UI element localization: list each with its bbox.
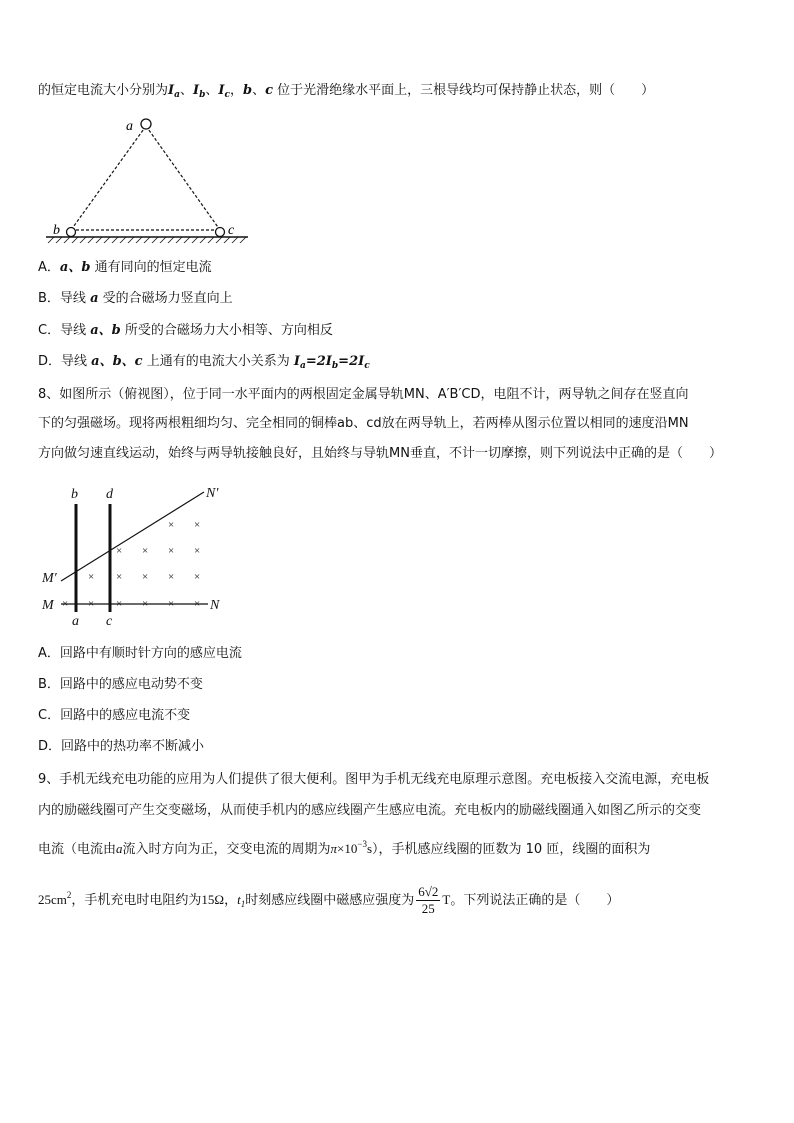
q9-stem-line3 bbox=[38, 835, 650, 859]
option-letter: D． bbox=[38, 354, 62, 369]
q9-fraction bbox=[416, 884, 440, 917]
q7-stem: 的恒定电流大小分别为$I_a$、$I_b$、$I_c$，b、c 位于光滑绝缘水平面上，三根导线均可保持静止状态，则（ ） bbox=[38, 83, 655, 100]
q8-option-c[interactable] bbox=[38, 707, 190, 725]
q7-option-a[interactable] bbox=[38, 259, 212, 277]
q9-line4-mid2: ， bbox=[224, 893, 238, 908]
option-text-pre: 导线 bbox=[61, 354, 88, 369]
q7-stem-mid: ， bbox=[229, 83, 243, 98]
q9-stem-line2: 内的励磁线圈可产生交变磁场，从而使手机内的感应线圈产生感应电流。充电板内的励磁线圈通入如图乙所示的交变 bbox=[38, 803, 702, 818]
q7-stem-pre: 的恒定电流大小分别为 bbox=[38, 83, 169, 98]
q7-option-d[interactable] bbox=[38, 353, 370, 375]
option-var: a、b、c bbox=[91, 354, 143, 369]
q9-line4-mid3: 时刻感应线圈中磁感应强度为 bbox=[245, 893, 415, 908]
option-var: a bbox=[90, 291, 99, 306]
option-formula: $I_a=2I_b=2I_c$ bbox=[293, 354, 370, 371]
option-text-pre: 导线 bbox=[60, 323, 87, 338]
q9-line3-pre: 电流（电流由 bbox=[38, 842, 117, 857]
q8-option-d[interactable] bbox=[38, 738, 204, 756]
option-text: 回路中的感应电动势不变 bbox=[59, 677, 203, 692]
option-text: 通有同向的恒定电流 bbox=[94, 260, 212, 275]
q7-label-c: c bbox=[228, 223, 235, 238]
q9-line4-post: 。下列说法正确的是（ ） bbox=[450, 893, 620, 908]
q9-area: $25cm^2$ bbox=[38, 890, 72, 907]
field-cross: × bbox=[194, 598, 201, 610]
field-cross: × bbox=[116, 545, 123, 557]
field-cross: × bbox=[142, 571, 149, 583]
fraction-numerator: 6√2 bbox=[418, 884, 439, 899]
field-cross: × bbox=[62, 598, 69, 610]
option-text: 上通有的电流大小关系为 bbox=[146, 354, 290, 369]
option-text: 所受的合磁场力大小相等、方向相反 bbox=[124, 323, 333, 338]
q9-period: $\pi\times 10^{-3}s$ bbox=[330, 839, 373, 856]
q9-line4-mid1: ，手机充电时电阻约为 bbox=[71, 893, 202, 908]
option-letter: B． bbox=[38, 291, 60, 306]
field-cross: × bbox=[168, 571, 175, 583]
q7-label-a: a bbox=[126, 119, 133, 134]
q8-label-d: d bbox=[106, 487, 113, 502]
q9-stem-line4 bbox=[38, 878, 619, 921]
field-cross: × bbox=[168, 598, 175, 610]
q8-label-a: a bbox=[72, 614, 79, 629]
q8-stem-line2: 下的匀强磁场。现将两根粗细均匀、完全相同的铜棒ab、cd放在两导轨上，若两棒从图示位置以相同的速度沿MN bbox=[38, 416, 689, 431]
option-text-pre: 导线 bbox=[59, 291, 86, 306]
field-cross: × bbox=[168, 545, 175, 557]
q8-stem-line3: 方向做匀速直线运动，始终与两导轨接触良好，且始终与导轨MN垂直，不计一切摩擦，则下列说法中正确的是（ ） bbox=[38, 446, 722, 461]
option-text: 回路中的热功率不断减小 bbox=[61, 739, 205, 754]
option-text: 回路中有顺时针方向的感应电流 bbox=[59, 646, 242, 661]
field-cross: × bbox=[194, 519, 201, 531]
fraction-denominator: 25 bbox=[421, 901, 435, 916]
option-letter: D． bbox=[38, 739, 62, 754]
option-text: 受的合磁场力竖直向上 bbox=[102, 291, 233, 306]
q9-t1: $t_1$ bbox=[237, 892, 246, 909]
q9-resistance: 15Ω bbox=[201, 892, 225, 907]
option-letter: A． bbox=[38, 260, 60, 275]
option-letter: C． bbox=[38, 323, 61, 338]
q7-option-c[interactable] bbox=[38, 322, 333, 340]
q9-unit: T bbox=[442, 892, 451, 907]
q9-current-entry: a bbox=[116, 841, 123, 856]
q7-stem-post: 位于光滑绝缘水平面上，三根导线均可保持静止状态，则（ ） bbox=[277, 83, 655, 98]
field-cross: × bbox=[116, 571, 123, 583]
q8-label-m-prime: M′ bbox=[42, 571, 57, 586]
field-cross: × bbox=[116, 598, 123, 610]
q9-line3-post: ），手机感应线圈的匝数为 10 匝，线圈的面积为 bbox=[372, 842, 651, 857]
q7-triangle-figure bbox=[38, 112, 258, 248]
q7-option-b[interactable] bbox=[38, 290, 233, 308]
q9-line3-mid: 流入时方向为正，交变电流的周期为 bbox=[122, 842, 331, 857]
option-text: 回路中的感应电流不变 bbox=[60, 708, 191, 723]
field-cross: × bbox=[194, 545, 201, 557]
field-cross: × bbox=[142, 545, 149, 557]
field-cross: × bbox=[88, 598, 95, 610]
q8-label-b: b bbox=[71, 487, 78, 502]
q8-rail-figure bbox=[38, 484, 238, 630]
field-cross: × bbox=[194, 571, 201, 583]
q8-option-a[interactable] bbox=[38, 645, 242, 663]
q9-stem-line1: 9、手机无线充电功能的应用为人们提供了很大便利。图甲为手机无线充电原理示意图。充电板接入交流电源，充电板 bbox=[38, 772, 710, 787]
q8-label-n: N bbox=[210, 598, 220, 613]
field-cross: × bbox=[142, 598, 149, 610]
q8-option-b[interactable] bbox=[38, 676, 203, 694]
field-cross: × bbox=[88, 571, 95, 583]
field-cross: × bbox=[168, 519, 175, 531]
option-var: a、b bbox=[90, 323, 121, 338]
q7-label-b: b bbox=[53, 223, 60, 238]
option-letter: B． bbox=[38, 677, 60, 692]
option-var: a、b bbox=[59, 260, 91, 275]
q8-stem-line1: 8、如图所示（俯视图），位于同一水平面内的两根固定金属导轨MN、A′B′CD，电阻不计，两导轨之间存在竖直向 bbox=[38, 387, 689, 402]
option-letter: A． bbox=[38, 646, 60, 661]
q8-label-c: c bbox=[106, 614, 113, 629]
q8-label-m: M bbox=[42, 598, 54, 613]
option-letter: C． bbox=[38, 708, 61, 723]
q8-label-n-prime: N′ bbox=[206, 486, 219, 501]
